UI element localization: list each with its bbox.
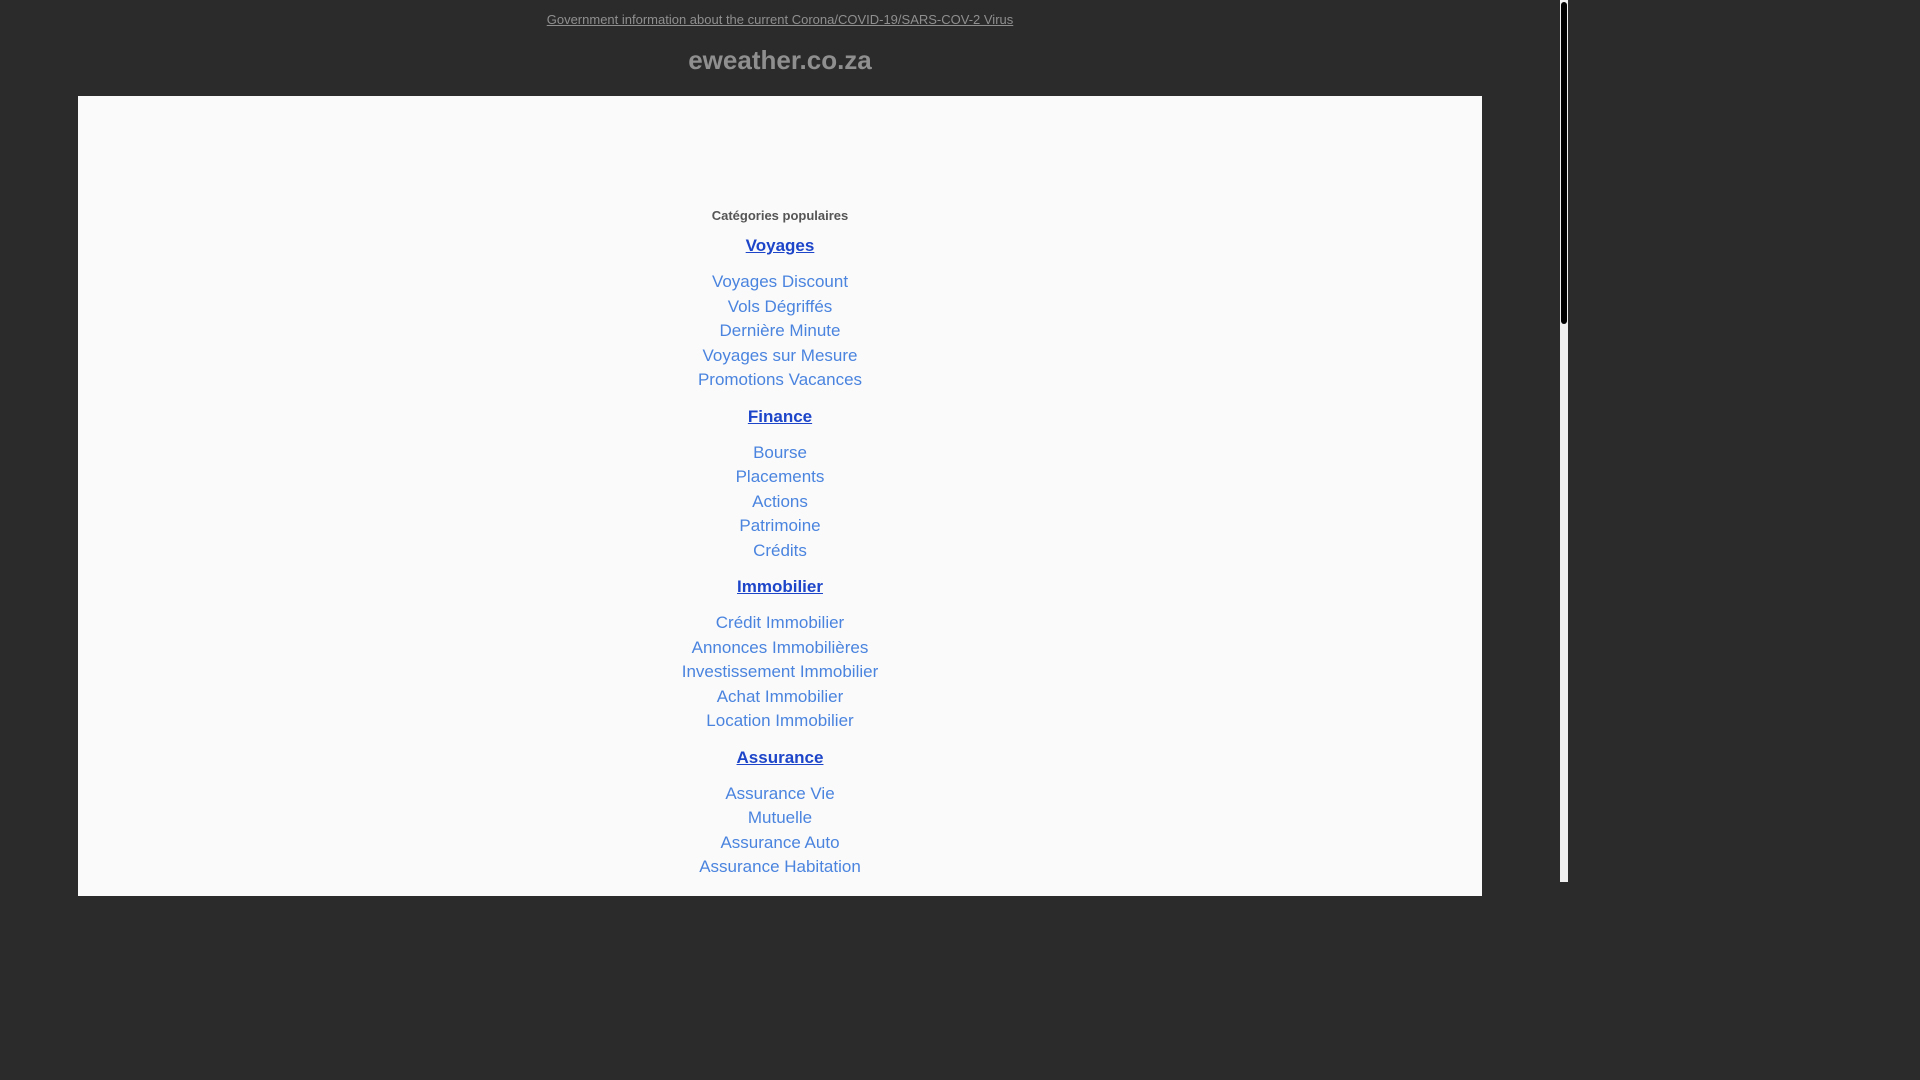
link-bourse[interactable]: Bourse xyxy=(753,442,807,462)
scrollbar-thumb[interactable] xyxy=(1561,2,1567,324)
category-section-finance xyxy=(78,405,1482,564)
link-derniere-minute[interactable]: Dernière Minute xyxy=(719,321,841,340)
link-voyages-discount[interactable]: Voyages Discount xyxy=(711,272,849,291)
link-annonces-immobilieres[interactable]: Annonces Immobilières xyxy=(691,637,869,657)
link-assurance-vie[interactable]: Assurance Vie xyxy=(725,783,835,803)
site-title: eweather.co.za xyxy=(688,45,872,75)
link-credit-immobilier[interactable]: Crédit Immobilier xyxy=(715,613,845,632)
section-links-immobilier xyxy=(78,611,1482,734)
link-mutuelle[interactable]: Mutuelle xyxy=(747,808,813,827)
section-title-voyages[interactable]: Voyages xyxy=(745,236,815,255)
section-title-finance[interactable]: Finance xyxy=(747,406,813,426)
category-section-voyages xyxy=(78,234,1482,393)
covid-info-link[interactable]: Government information about the current Corona/COVID-19/SARS-COV-2 Virus xyxy=(546,12,1014,27)
content-panel xyxy=(78,96,1482,896)
vertical-scrollbar[interactable] xyxy=(1560,0,1568,882)
link-patrimoine[interactable]: Patrimoine xyxy=(739,516,821,535)
category-list xyxy=(78,234,1482,892)
link-placements[interactable]: Placements xyxy=(735,467,825,486)
section-links-voyages xyxy=(78,270,1482,393)
link-promotions-vacances[interactable]: Promotions Vacances xyxy=(697,370,863,389)
link-assurance-habitation[interactable]: Assurance Habitation xyxy=(699,857,861,876)
section-links-assurance xyxy=(78,782,1482,880)
section-title-immobilier[interactable]: Immobilier xyxy=(737,577,823,596)
category-section-assurance xyxy=(78,746,1482,880)
link-voyages-sur-mesure[interactable]: Voyages sur Mesure xyxy=(702,345,858,365)
section-links-finance xyxy=(78,441,1482,564)
link-location-immobilier[interactable]: Location Immobilier xyxy=(706,711,854,730)
link-actions[interactable]: Actions xyxy=(752,491,808,511)
covid-notice xyxy=(0,12,1560,28)
popular-categories-heading: Catégories populaires xyxy=(711,208,849,223)
link-investissement-immobilier[interactable]: Investissement Immobilier xyxy=(681,662,879,681)
link-vols-degriffes[interactable]: Vols Dégriffés xyxy=(727,296,833,316)
link-achat-immobilier[interactable]: Achat Immobilier xyxy=(716,686,844,706)
link-credits[interactable]: Crédits xyxy=(753,540,807,560)
link-assurance-auto[interactable]: Assurance Auto xyxy=(720,832,840,852)
category-section-immobilier xyxy=(78,575,1482,734)
section-title-assurance[interactable]: Assurance xyxy=(736,747,824,767)
